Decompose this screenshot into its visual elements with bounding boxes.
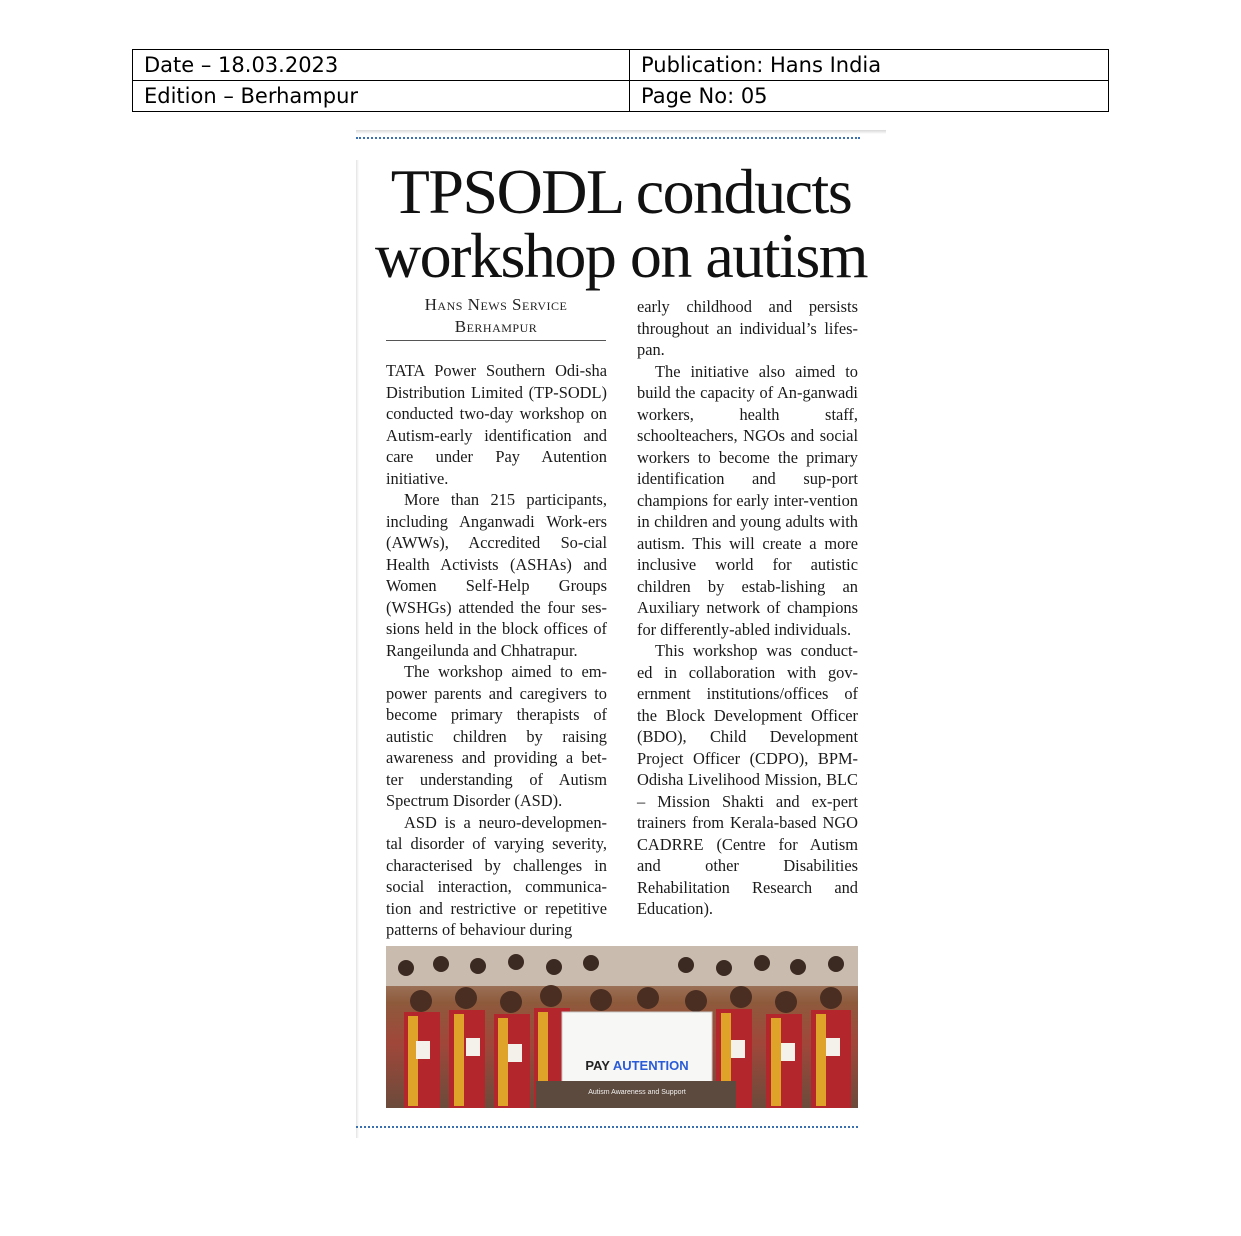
article-column-right [637,296,858,920]
page-number-cell: Page No: 05 [630,81,1109,112]
date-cell: Date – 18.03.2023 [133,50,630,81]
headline-line-2: workshop on autism [374,220,868,291]
byline-divider [386,340,606,341]
top-dotted-rule [356,137,860,139]
article-paragraph: This workshop was conduct-ed in collaboration with gov-ernment institutions/offices of the Block Development Officer (BDO), Child Development Project Officer (CDPO), BPM-Odisha Livelihood Mission, BLC – Mission Shakti and ex-pert trainers from Kerala-based NGO CADRRE (Centre for Autism and other Disabilities Rehabilitation Research and Education). [637,641,858,918]
clipping-metadata-table [132,49,1109,112]
bottom-dotted-rule [356,1126,858,1128]
article-paragraph: ASD is a neuro-developmen-tal disorder of varying severity, characterised by challenges in social interaction, communica-tion and restrictive or repetitive patterns of behaviour during [386,812,607,939]
article-paragraph: The initiative also aimed to build the capacity of An-ganwadi workers, health staff, schoolteachers, NGOs and social workers to become the primary identification and sup-port champions for early inter-vention in children and young adults with autism. This will create a more inclusive world for autistic children by estab-lishing an Auxiliary network of champions for differently-abled individuals. [637,361,858,639]
clipping-top-shadow [356,130,886,134]
byline-place: Berhampur [454,317,538,336]
byline-service: Hans News Service [424,295,568,314]
headline-line-1: TPSODL conducts [390,156,852,227]
banner-subtitle: Autism Awareness and Support [588,1089,686,1096]
article-paragraph: More than 215 participants, including Anganwadi Work-ers (AWWs), Accredited So-cial Health Activists (ASHAs) and Women Self-Help Groups (WSHGs) attended the four ses-sions held in the block offices of Rangeilunda and Chhatrapur. [386,490,607,660]
metadata-row [133,81,1109,112]
article-headline [356,156,886,291]
banner-title-pay: PAY [585,1058,613,1073]
article-paragraph: The workshop aimed to em-power parents and caregivers to become primary therapists of autistic children by raising awareness and providing a bet-ter understanding of Autism Spectrum Disorder (ASD). [386,662,607,810]
clipping-left-shadow [356,160,359,1138]
metadata-row [133,50,1109,81]
article-paragraph: early childhood and persists throughout an individual’s lifes-pan. [637,297,858,359]
workshop-group-photo [386,946,858,1108]
group-photo-illustration [386,946,858,1108]
article-column-left [386,360,607,941]
newspaper-clipping [356,130,886,1130]
banner-title-autention: AUTENTION [612,1058,689,1073]
edition-cell: Edition – Berhampur [133,81,630,112]
banner-title [585,1058,688,1073]
publication-cell: Publication: Hans India [630,50,1109,81]
article-paragraph: TATA Power Southern Odi-sha Distribution Limited (TP-SODL) conducted two-day workshop on Autism-early identification and care under Pay Autention initiative. [386,361,607,488]
byline [386,294,606,338]
